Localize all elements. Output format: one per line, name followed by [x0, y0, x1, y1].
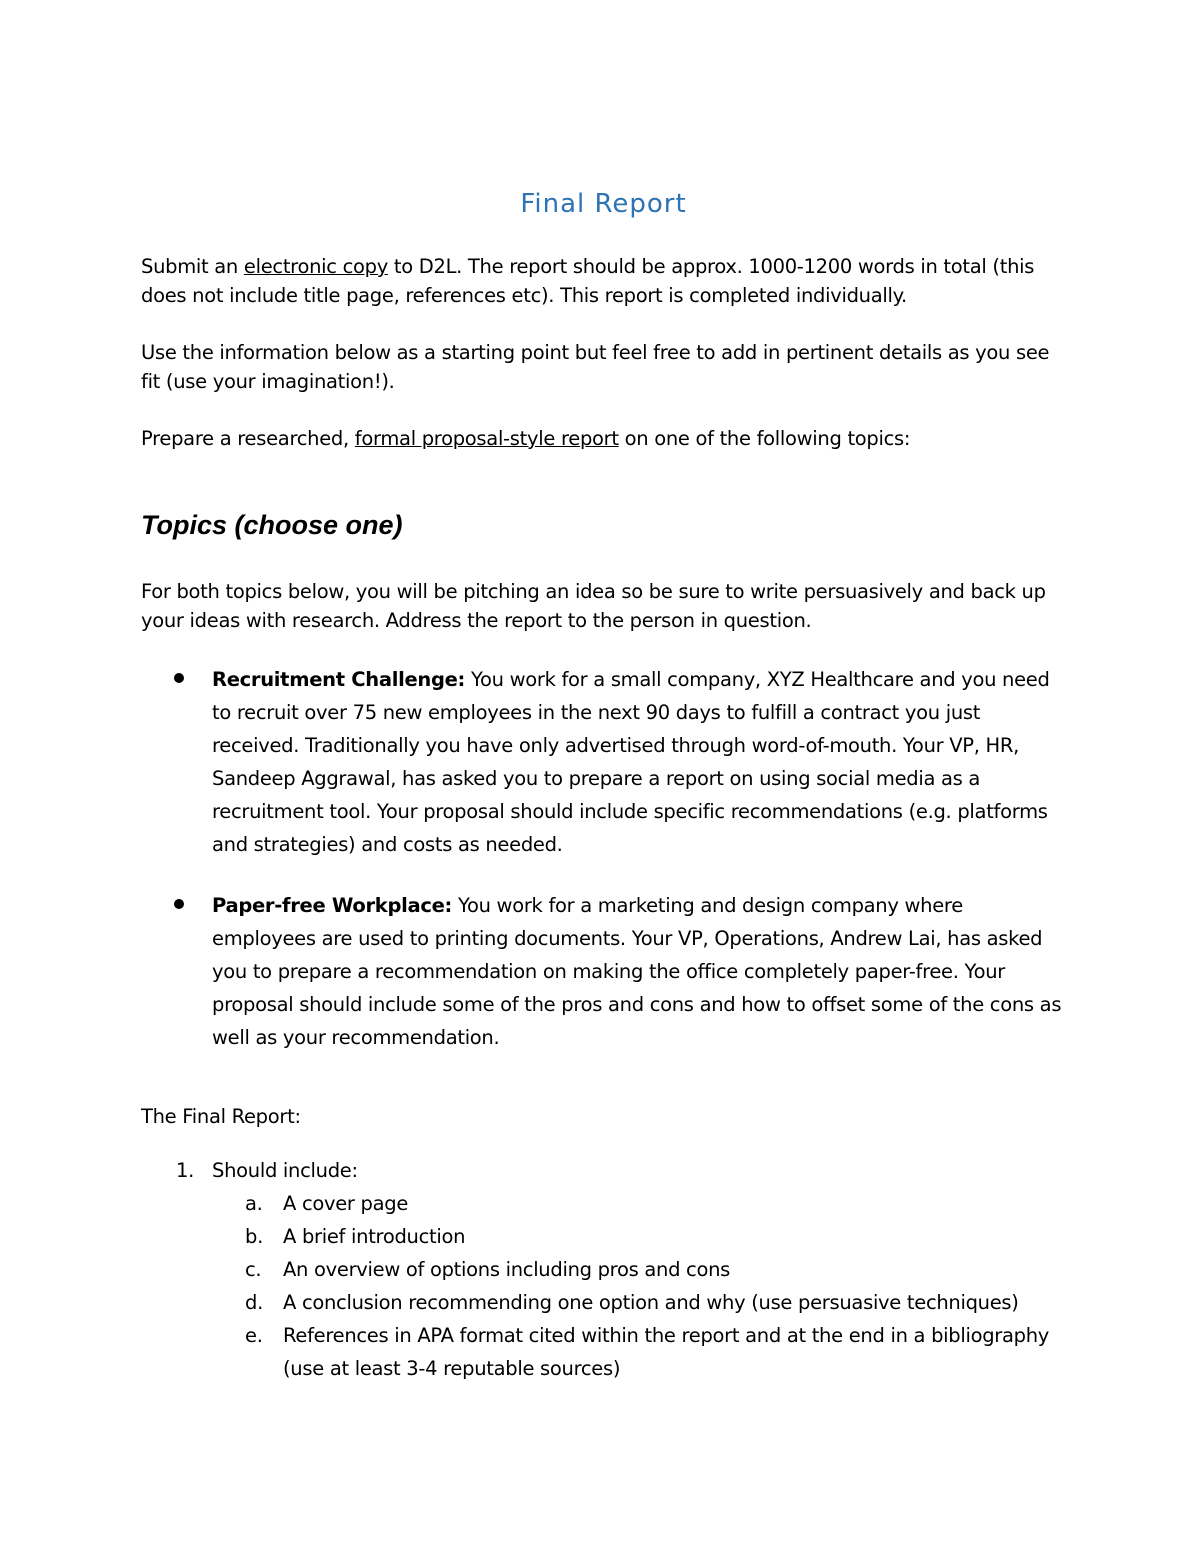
intro-paragraph-info: Use the information below as a starting point but feel free to add in pertinent details as you see fit (use your imagination!). — [141, 341, 1050, 393]
topic-label: Recruitment Challenge: — [212, 668, 466, 691]
list-item-text: A cover page — [283, 1192, 409, 1215]
electronic-copy-text: electronic copy — [243, 255, 388, 278]
topic-text: You work for a small company, XYZ Healthcare and you need to recruit over 75 new employees in the next 90 days to fulfill a contract you just received. Traditionally you have only advertised through word-of-mouth. Your VP, HR, Sandeep Aggrawal, has asked you to prepare a report on using social media as a recruitment tool. Your proposal should include specific recommendations (e.g. platforms and strategies) and costs as needed. — [212, 668, 1050, 856]
topics-list — [141, 663, 1066, 1054]
intro-text: on one of the following topics: — [618, 427, 911, 450]
requirement-item — [141, 1155, 1066, 1385]
list-item-text: A brief introduction — [283, 1225, 466, 1248]
topic-label: Paper-free Workplace: — [212, 894, 453, 917]
requirements-list — [141, 1155, 1066, 1385]
list-letter: d. — [245, 1291, 263, 1314]
list-item — [212, 1319, 1066, 1385]
intro-paragraph-submit — [141, 252, 1066, 310]
requirement-label: Should include: — [212, 1159, 358, 1182]
list-letter: a. — [245, 1192, 263, 1215]
topics-intro: For both topics below, you will be pitching an idea so be sure to write persuasively and back up your ideas with research. Address the report to the person in question. — [141, 580, 1046, 632]
list-letter: c. — [245, 1258, 262, 1281]
intro-text: Prepare a researched, — [141, 427, 355, 450]
page-title: Final Report — [520, 189, 687, 219]
list-item-text: An overview of options including pros and cons — [283, 1258, 731, 1281]
intro-paragraph-prepare — [141, 424, 1066, 453]
list-item-text: A conclusion recommending one option and why (use persuasive techniques) — [283, 1291, 1019, 1314]
list-number: 1. — [176, 1159, 195, 1182]
intro-text: to D2L. The report should be approx. 1000-1200 words in total (this does not include title page, references etc). This report is completed individually. — [141, 255, 1035, 307]
list-item — [212, 1253, 1066, 1286]
list-item — [212, 1187, 1066, 1220]
list-item-text: References in APA format cited within the report and at the end in a bibliography (use at least 3-4 reputable sources) — [283, 1324, 1050, 1380]
final-report-label: The Final Report: — [141, 1105, 301, 1128]
topic-item-paper-free — [141, 889, 1066, 1054]
bullet-icon — [174, 673, 184, 683]
list-letter: e. — [245, 1324, 263, 1347]
topics-heading: Topics (choose one) — [141, 510, 403, 540]
topic-text: You work for a marketing and design company where employees are used to printing documents. Your VP, Operations, Andrew Lai, has asked you to prepare a recommendation on making the office completely paper-free. Your proposal should include some of the pros and cons and how to offset some of the cons as well as your recommendation. — [212, 894, 1062, 1049]
document-content — [141, 186, 1066, 1385]
list-item — [212, 1286, 1066, 1319]
list-letter: b. — [245, 1225, 263, 1248]
formal-proposal-text: formal proposal-style report — [354, 427, 619, 450]
requirement-sublist — [212, 1187, 1066, 1385]
intro-text: Submit an — [141, 255, 244, 278]
bullet-icon — [174, 899, 184, 909]
list-item — [212, 1220, 1066, 1253]
topic-item-recruitment — [141, 663, 1066, 861]
